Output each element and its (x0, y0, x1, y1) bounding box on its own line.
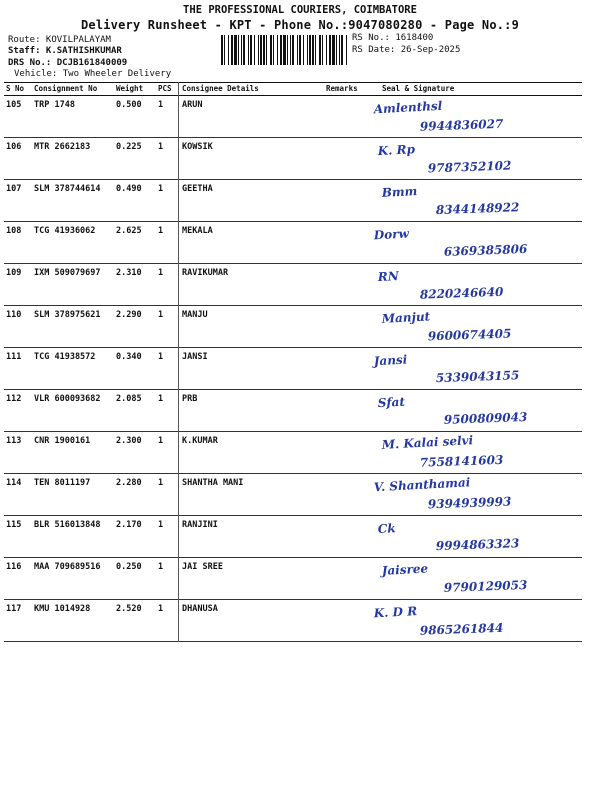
table-row (4, 516, 582, 558)
table-header (4, 82, 582, 96)
cell-consignment: SLM 378744614 (34, 184, 101, 194)
cell-pcs: 1 (158, 394, 164, 404)
signature-phone: 9787352102 (427, 158, 512, 176)
cell-consignment: IXM 509079697 (34, 268, 101, 278)
signature (360, 390, 582, 431)
signature-phone: 9790129053 (443, 577, 528, 595)
signature-name: Ck (377, 521, 397, 537)
signature-phone: 9500809043 (443, 409, 528, 427)
cell-pcs: 1 (158, 142, 164, 152)
signature (360, 600, 582, 641)
cell-consignment: VLR 600093682 (34, 394, 101, 404)
cell-pcs: 1 (158, 310, 164, 320)
cell-consignment: CNR 1900161 (34, 436, 91, 446)
cell-consignee: RANJINI (182, 520, 218, 530)
cell-consignee: MANJU (182, 310, 208, 320)
barcode-icon (221, 35, 349, 65)
signature-phone: 6369385806 (443, 241, 528, 259)
signature-name: K. D R (373, 604, 418, 621)
cell-sno: 115 (6, 520, 22, 530)
signature (360, 96, 582, 137)
staff-label: Staff: K.SATHISHKUMAR (8, 46, 122, 56)
cell-weight: 2.300 (116, 436, 142, 446)
signature-name: V. Shanthamai (373, 475, 471, 495)
cell-consignment: TEN 8011197 (34, 478, 91, 488)
table-row (4, 474, 582, 516)
cell-sno: 111 (6, 352, 22, 362)
cell-sno: 108 (6, 226, 22, 236)
cell-sno: 114 (6, 478, 22, 488)
table-row (4, 558, 582, 600)
cell-pcs: 1 (158, 562, 164, 572)
route-label: Route: KOVILPALAYAM (8, 35, 111, 45)
col-pcs: PCS (158, 84, 172, 93)
cell-sno: 110 (6, 310, 22, 320)
signature (360, 474, 582, 515)
table-row (4, 390, 582, 432)
cell-consignee: GEETHA (182, 184, 213, 194)
signature-name: Jansi (373, 352, 408, 369)
cell-consignment: TRP 1748 (34, 100, 75, 110)
cell-consignment: KMU 1014928 (34, 604, 91, 614)
cell-sno: 109 (6, 268, 22, 278)
rs-number: RS No.: 1618400 (352, 33, 434, 43)
signature-phone: 9944836027 (419, 116, 504, 134)
cell-consignee: KOWSIK (182, 142, 213, 152)
cell-pcs: 1 (158, 184, 164, 194)
signature-name: Jaisree (381, 561, 429, 578)
cell-pcs: 1 (158, 100, 164, 110)
table-body (4, 96, 582, 642)
rs-date: RS Date: 26-Sep-2025 (352, 45, 461, 55)
cell-weight: 2.520 (116, 604, 142, 614)
column-divider (178, 82, 179, 642)
cell-weight: 0.490 (116, 184, 142, 194)
col-remarks: Remarks (326, 84, 358, 93)
signature-name: Amlenthsl (373, 98, 443, 117)
cell-consignment: MTR 2662183 (34, 142, 91, 152)
cell-weight: 0.500 (116, 100, 142, 110)
signature-phone: 7558141603 (419, 452, 504, 470)
signature-name: K. Rp (377, 142, 416, 159)
runsheet-table (4, 82, 582, 642)
signature-name: Dorw (373, 226, 410, 243)
signature (360, 222, 582, 263)
cell-weight: 0.340 (116, 352, 142, 362)
cell-weight: 2.170 (116, 520, 142, 530)
cell-weight: 2.625 (116, 226, 142, 236)
table-row (4, 264, 582, 306)
cell-weight: 2.310 (116, 268, 142, 278)
cell-weight: 2.290 (116, 310, 142, 320)
cell-sno: 112 (6, 394, 22, 404)
col-sno: S No (6, 84, 25, 93)
signature (360, 348, 582, 389)
runsheet-title: Delivery Runsheet - KPT - Phone No.:9047080280 - Page No.:9 (80, 18, 520, 32)
cell-consignment: MAA 709689516 (34, 562, 101, 572)
col-consignment: Consignment No (34, 84, 98, 93)
signature (360, 264, 582, 305)
signature (360, 180, 582, 221)
table-row (4, 180, 582, 222)
cell-consignee: DHANUSA (182, 604, 218, 614)
table-row (4, 432, 582, 474)
cell-consignment: TCG 41936062 (34, 226, 96, 236)
company-title: THE PROFESSIONAL COURIERS, COIMBATORE (183, 4, 417, 16)
cell-weight: 0.250 (116, 562, 142, 572)
cell-weight: 2.280 (116, 478, 142, 488)
vehicle-label: Vehicle: Two Wheeler Delivery (14, 69, 172, 79)
cell-consignee: ARUN (182, 100, 203, 110)
col-consignee: Consignee Details (182, 84, 259, 93)
cell-pcs: 1 (158, 436, 164, 446)
cell-consignee: RAVIKUMAR (182, 268, 229, 278)
cell-consignment: SLM 378975621 (34, 310, 101, 320)
signature-phone: 9600674405 (427, 326, 512, 344)
table-row (4, 348, 582, 390)
table-row (4, 306, 582, 348)
cell-consignee: JANSI (182, 352, 208, 362)
signature-phone: 9865261844 (419, 620, 504, 638)
signature (360, 516, 582, 557)
cell-sno: 105 (6, 100, 22, 110)
cell-pcs: 1 (158, 478, 164, 488)
cell-sno: 113 (6, 436, 22, 446)
signature (360, 138, 582, 179)
signature-name: Manjut (381, 309, 431, 326)
cell-sno: 116 (6, 562, 22, 572)
cell-pcs: 1 (158, 352, 164, 362)
cell-weight: 2.085 (116, 394, 142, 404)
signature-phone: 8220246640 (419, 284, 504, 302)
cell-consignee: SHANTHA MANI (182, 478, 244, 488)
cell-sno: 106 (6, 142, 22, 152)
cell-weight: 0.225 (116, 142, 142, 152)
cell-consignee: PRB (182, 394, 198, 404)
signature-name: M. Kalai selvi (381, 433, 474, 452)
cell-pcs: 1 (158, 226, 164, 236)
signature-name: Bmm (381, 184, 418, 200)
cell-sno: 107 (6, 184, 22, 194)
signature-name: Sfat (377, 394, 406, 411)
table-row (4, 600, 582, 642)
cell-consignment: TCG 41938572 (34, 352, 96, 362)
cell-pcs: 1 (158, 604, 164, 614)
signature (360, 432, 582, 473)
signature (360, 558, 582, 599)
signature-name: RN (377, 269, 400, 285)
drs-number: DRS No.: DCJB161840009 (8, 58, 128, 68)
cell-sno: 117 (6, 604, 22, 614)
signature-phone: 5339043155 (435, 368, 520, 386)
col-weight: Weight (116, 84, 144, 93)
signature-phone: 8344148922 (435, 200, 520, 218)
cell-consignee: MEKALA (182, 226, 213, 236)
cell-pcs: 1 (158, 520, 164, 530)
col-seal: Seal & Signature (382, 84, 455, 93)
signature-phone: 9994863323 (435, 536, 520, 554)
cell-consignee: JAI SREE (182, 562, 223, 572)
cell-pcs: 1 (158, 268, 164, 278)
table-row (4, 222, 582, 264)
table-row (4, 96, 582, 138)
signature (360, 306, 582, 347)
table-row (4, 138, 582, 180)
signature-phone: 9394939993 (427, 494, 512, 512)
cell-consignee: K.KUMAR (182, 436, 218, 446)
cell-consignment: BLR 516013848 (34, 520, 101, 530)
